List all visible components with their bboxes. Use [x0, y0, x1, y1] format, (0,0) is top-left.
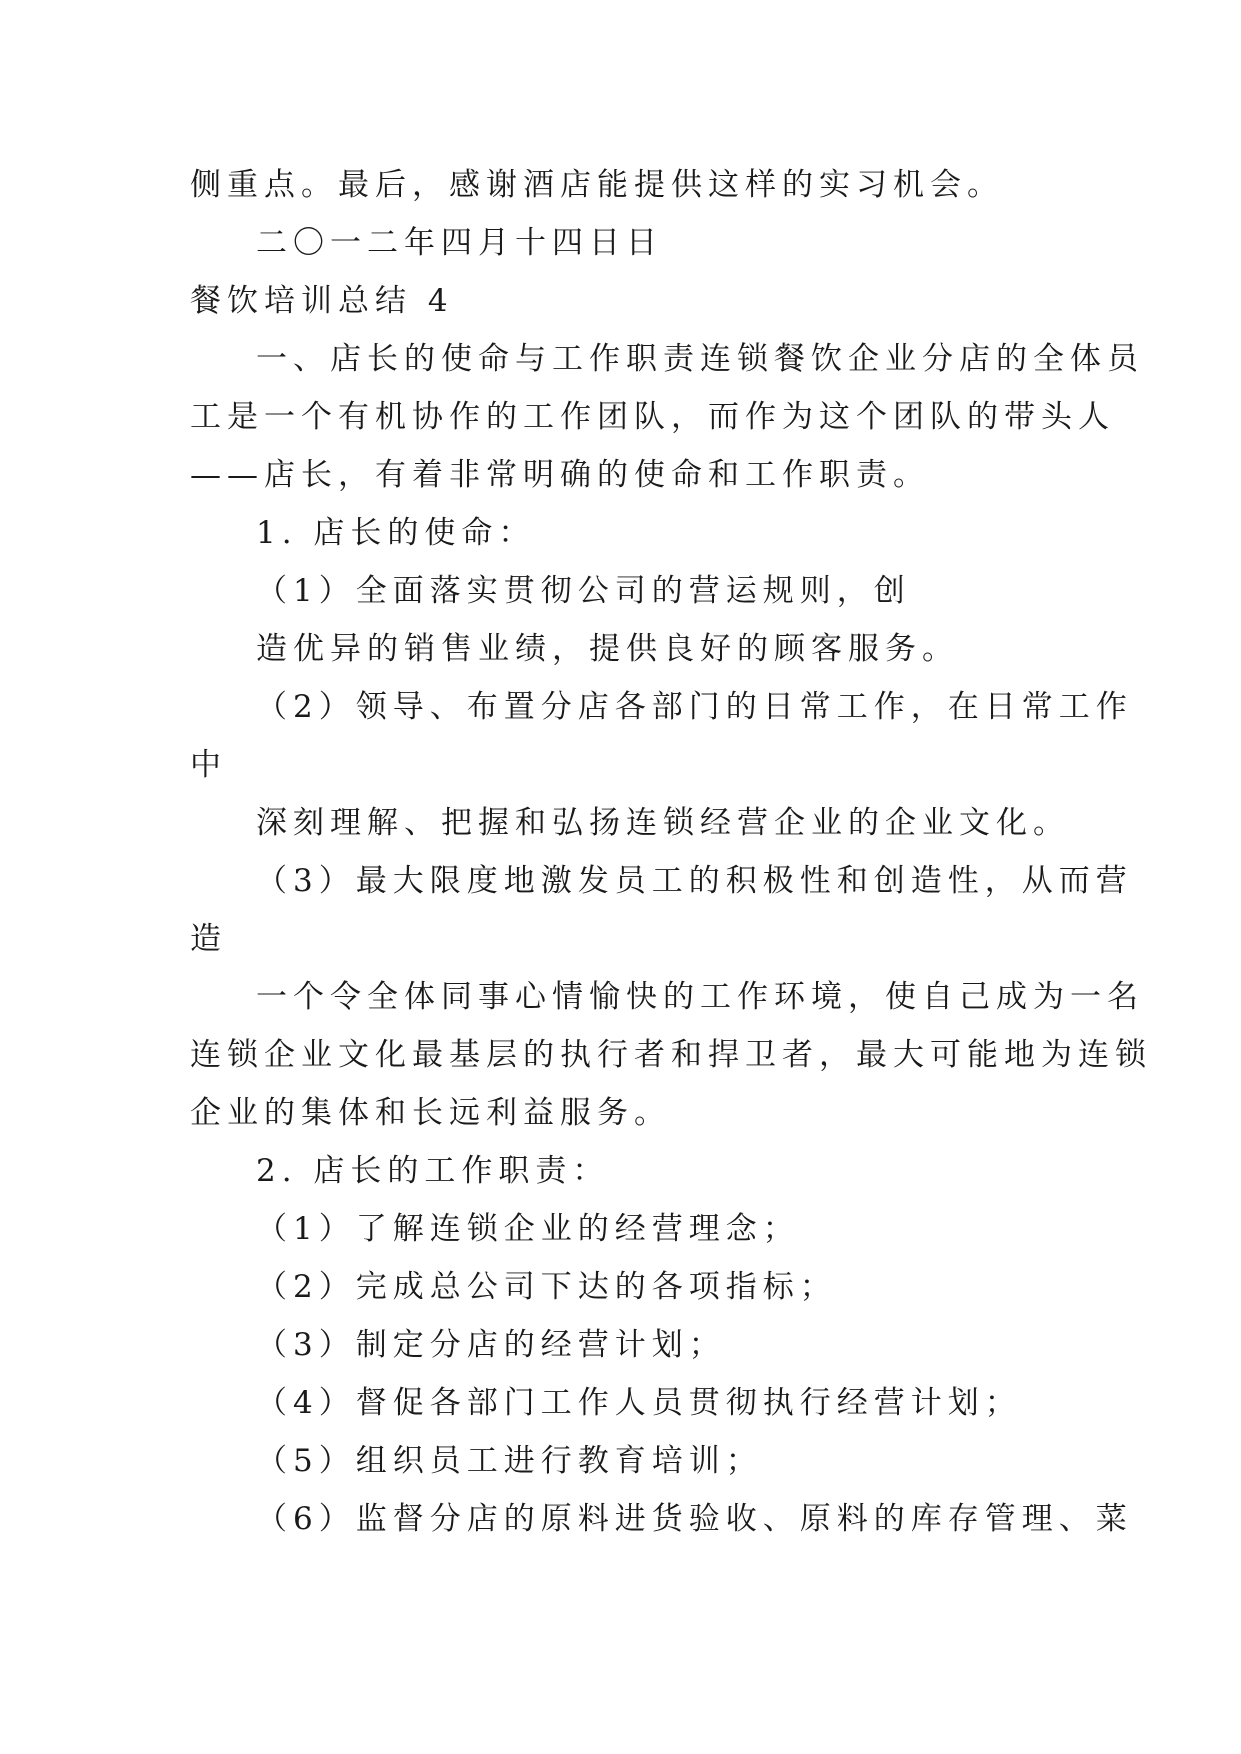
- list-item: （1）全面落实贯彻公司的营运规则，创: [256, 573, 911, 609]
- text-line-11: 中: [190, 747, 227, 783]
- text-line-16: 连锁企业文化最基层的执行者和捍卫者，最大可能地为连锁: [190, 1037, 1152, 1073]
- list-item: （2）领导、布置分店各部门的日常工作，在日常工作: [256, 689, 1133, 725]
- date-line: 二〇一二年四月十四日日: [256, 225, 663, 261]
- text-line-5: 工是一个有机协作的工作团队，而作为这个团队的带头人: [190, 399, 1115, 435]
- text-line-17: 企业的集体和长远利益服务。: [190, 1095, 671, 1131]
- text-line-9: 造优异的销售业绩，提供良好的顾客服务。: [256, 631, 959, 667]
- subsection-heading-2: 2. 店长的工作职责：: [256, 1153, 610, 1189]
- list-item: （4）督促各部门工作人员贯彻执行经营计划；: [256, 1385, 1022, 1421]
- list-item: （6）监督分店的原料进货验收、原料的库存管理、菜: [256, 1501, 1133, 1537]
- section-title: 餐饮培训总结 4: [190, 283, 454, 319]
- list-item: （5）组织员工进行教育培训；: [256, 1443, 763, 1479]
- list-item: （2）完成总公司下达的各项指标；: [256, 1269, 837, 1305]
- text-line-6: ——店长，有着非常明确的使命和工作职责。: [190, 457, 930, 493]
- text-line-15: 一个令全体同事心情愉快的工作环境，使自己成为一名: [256, 979, 1144, 1015]
- list-item: （3）制定分店的经营计划；: [256, 1327, 726, 1363]
- subsection-heading-1: 1. 店长的使命：: [256, 515, 536, 551]
- text-line-12: 深刻理解、把握和弘扬连锁经营企业的企业文化。: [256, 805, 1070, 841]
- text-line-14: 造: [190, 921, 227, 957]
- list-item: （3）最大限度地激发员工的积极性和创造性，从而营: [256, 863, 1133, 899]
- text-line-4: 一、店长的使命与工作职责连锁餐饮企业分店的全体员: [256, 341, 1144, 377]
- list-item: （1）了解连锁企业的经营理念；: [256, 1211, 800, 1247]
- text-line-1: 侧重点。最后，感谢酒店能提供这样的实习机会。: [190, 167, 1004, 203]
